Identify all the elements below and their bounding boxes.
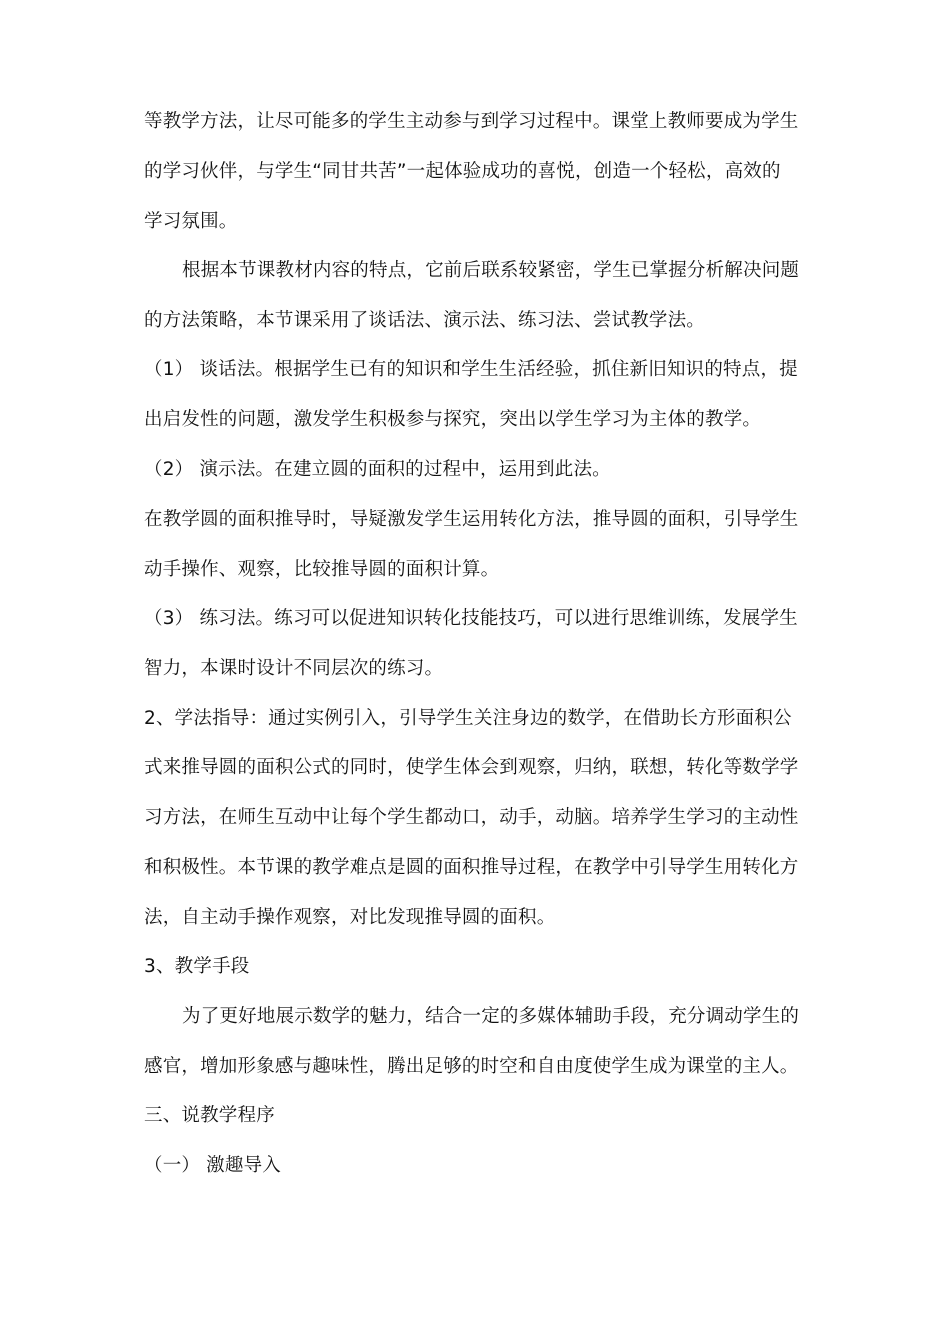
text-line-21: 三、说教学程序 xyxy=(144,1105,275,1126)
text-line-10: 动手操作、观察，比较推导圆的面积计算。 xyxy=(144,559,500,580)
text-line-3: 学习氛围。 xyxy=(144,211,238,232)
text-line-15: 习方法，在师生互动中让每个学生都动口，动手，动脑。培养学生学习的主动性 xyxy=(144,807,799,828)
text-line-16: 和积极性。本节课的教学难点是圆的面积推导过程，在教学中引导学生用转化方 xyxy=(144,857,799,878)
text-line-22: （一） 激趣导入 xyxy=(144,1155,281,1176)
text-line-6: （1） 谈话法。根据学生已有的知识和学生生活经验，抓住新旧知识的特点，提 xyxy=(144,359,798,380)
text-line-11: （3） 练习法。练习可以促进知识转化技能技巧，可以进行思维训练，发展学生 xyxy=(144,608,798,629)
text-line-1: 等教学方法，让尽可能多的学生主动参与到学习过程中。课堂上教师要成为学生 xyxy=(144,111,799,132)
text-line-7: 出启发性的问题，激发学生积极参与探究，突出以学生学习为主体的教学。 xyxy=(144,409,762,430)
text-line-5: 的方法策略，本节课采用了谈话法、演示法、练习法、尝试教学法。 xyxy=(144,310,706,331)
text-line-17: 法，自主动手操作观察，对比发现推导圆的面积。 xyxy=(144,907,556,928)
text-line-19: 为了更好地展示数学的魅力，结合一定的多媒体辅助手段，充分调动学生的 xyxy=(182,1006,800,1027)
text-line-12: 智力，本课时设计不同层次的练习。 xyxy=(144,658,444,679)
text-line-8: （2） 演示法。在建立圆的面积的过程中，运用到此法。 xyxy=(144,459,611,480)
text-line-18: 3、教学手段 xyxy=(144,956,250,977)
text-line-14: 式来推导圆的面积公式的同时，使学生体会到观察，归纳，联想，转化等数学学 xyxy=(144,757,799,778)
text-line-13: 2、学法指导：通过实例引入，引导学生关注身边的数学，在借助长方形面积公 xyxy=(144,708,792,729)
text-line-20: 感官，增加形象感与趣味性，腾出足够的时空和自由度使学生成为课堂的主人。 xyxy=(144,1056,799,1077)
text-line-4: 根据本节课教材内容的特点，它前后联系较紧密，学生已掌握分析解决问题 xyxy=(182,260,800,281)
text-line-2: 的学习伙伴，与学生“同甘共苦”一起体验成功的喜悦，创造一个轻松，高效的 xyxy=(144,161,781,182)
text-line-9: 在教学圆的面积推导时，导疑激发学生运用转化方法，推导圆的面积，引导学生 xyxy=(144,509,799,530)
